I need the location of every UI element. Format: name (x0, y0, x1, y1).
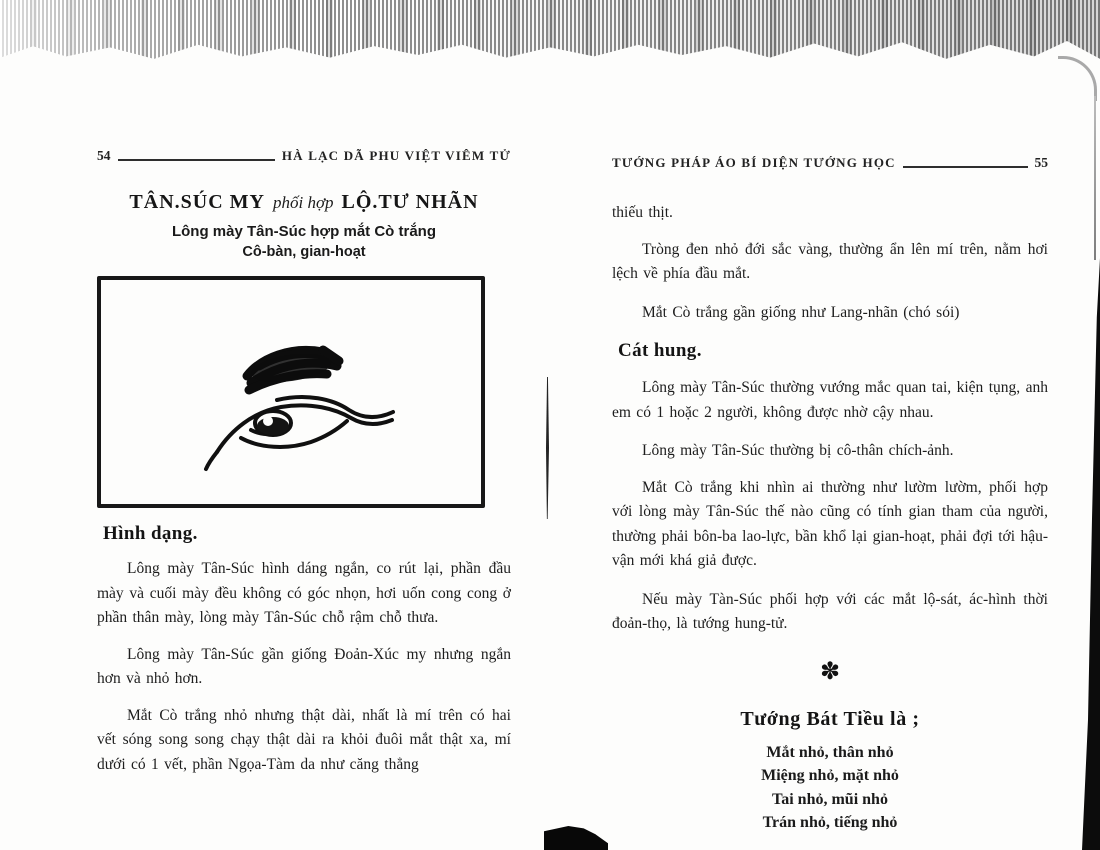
section-heading-cat-hung: Cát hung. (618, 340, 702, 361)
subtitle-line-2: Cô-bàn, gian-hoạt (242, 244, 366, 260)
left-running-title: HÀ LẠC DÃ PHU VIỆT VIÊM TỬ (281, 148, 511, 163)
header-rule (118, 158, 275, 161)
left-page-number: 54 (97, 148, 111, 163)
bat-tieu-list (612, 741, 1048, 835)
page-corner-curl (1058, 56, 1097, 101)
chapter-title-part1: TÂN.SÚC MY (129, 191, 265, 213)
page-right-edge (1094, 96, 1096, 260)
list-item: Tai nhỏ, mũi nhỏ (772, 790, 888, 808)
scan-black-edge (1080, 258, 1100, 850)
chapter-subtitle (97, 221, 511, 263)
right-page-number: 55 (1034, 155, 1048, 170)
chapter-title-middle: phối hợp (272, 193, 334, 212)
eyebrow-and-eye-figure (101, 280, 481, 504)
paragraph: Lông mày Tân-Súc gần giống Đoản-Xúc my nhưng ngắn hơn và nhỏ hơn. (97, 645, 511, 687)
subtitle-line-1: Lông mày Tân-Súc hợp mắt Cò trắng (171, 223, 436, 240)
paragraph: Lông mày Tân-Súc hình dáng ngắn, co rút lại, phần đầu mày và cuối mày đều không có góc nhọn, hơi uốn cong cong ở phần thân mày, lòng mày Tân-Súc chỗ rậm chỗ thưa. (97, 560, 511, 626)
list-item: Trán nhỏ, tiếng nhỏ (762, 814, 898, 831)
right-page (612, 155, 1048, 835)
paragraph: Lông mày Tân-Súc thường bị cô-thân chích-ảnh. (642, 442, 954, 459)
left-running-head (97, 148, 511, 164)
list-item: Mắt nhỏ, thân nhỏ (766, 743, 894, 761)
header-rule (903, 165, 1028, 168)
right-running-head (612, 155, 1048, 171)
ink-smudge (544, 826, 608, 850)
chapter-title-part2: LỘ.TƯ NHÃN (341, 191, 479, 213)
paragraph: Nếu mày Tàn-Súc phối hợp với các mắt lộ-sát, ác-hình thời đoản-thọ, là tướng hung-tử. (612, 590, 1048, 632)
right-running-title: TƯỚNG PHÁP ÁO BÍ DIỆN TƯỚNG HỌC (612, 155, 896, 170)
chapter-title (97, 190, 511, 216)
paragraph: Lông mày Tân-Súc thường vướng mắc quan tai, kiện tụng, anh em có 1 hoặc 2 người, không được nhờ cậy nhau. (612, 379, 1048, 421)
iris-highlight (263, 416, 273, 426)
section-heading-hinh-dang: Hình dạng. (103, 523, 198, 544)
iris (257, 417, 289, 435)
list-item: Miệng nhỏ, mặt nhỏ (761, 767, 899, 784)
flower-ornament-icon: ✽ (819, 658, 841, 685)
book-edge-stripes (0, 0, 1100, 64)
paragraph: Mắt Cò trắng nhỏ nhưng thật dài, nhất là mí trên có hai vết sóng song song chạy thật dài ra khỏi đuôi mắt thật xa, mí dưới có 1 vết, phần Ngọa-Tàm da như căng thẳng (97, 706, 511, 773)
paragraph: Tròng đen nhỏ đới sắc vàng, thường ẩn lên mí trên, nằm hơi lệch về phía đầu mắt. (612, 240, 1048, 282)
continuation-text: thiếu thịt. (612, 204, 673, 221)
eye-sketch (206, 397, 393, 469)
left-page (97, 148, 511, 777)
paragraph: Mắt Cò trắng gần giống như Lang-nhãn (chó sói) (642, 303, 960, 321)
paragraph: Mắt Cò trắng khi nhìn ai thường như lườm lườm, phối hợp với lòng mày Tân-Súc thế nào cũng có tính gian tham của người, thường phải bôn-ba lao-lực, bần khổ lại gian-hoạt, phải đợi tới hậu-vận mới khá giả được. (612, 478, 1048, 569)
gutter-shadow (546, 377, 549, 519)
figure-frame (97, 276, 485, 508)
list-heading-tuong-bat-tieu: Tướng Bát Tiều là ; (740, 707, 920, 730)
